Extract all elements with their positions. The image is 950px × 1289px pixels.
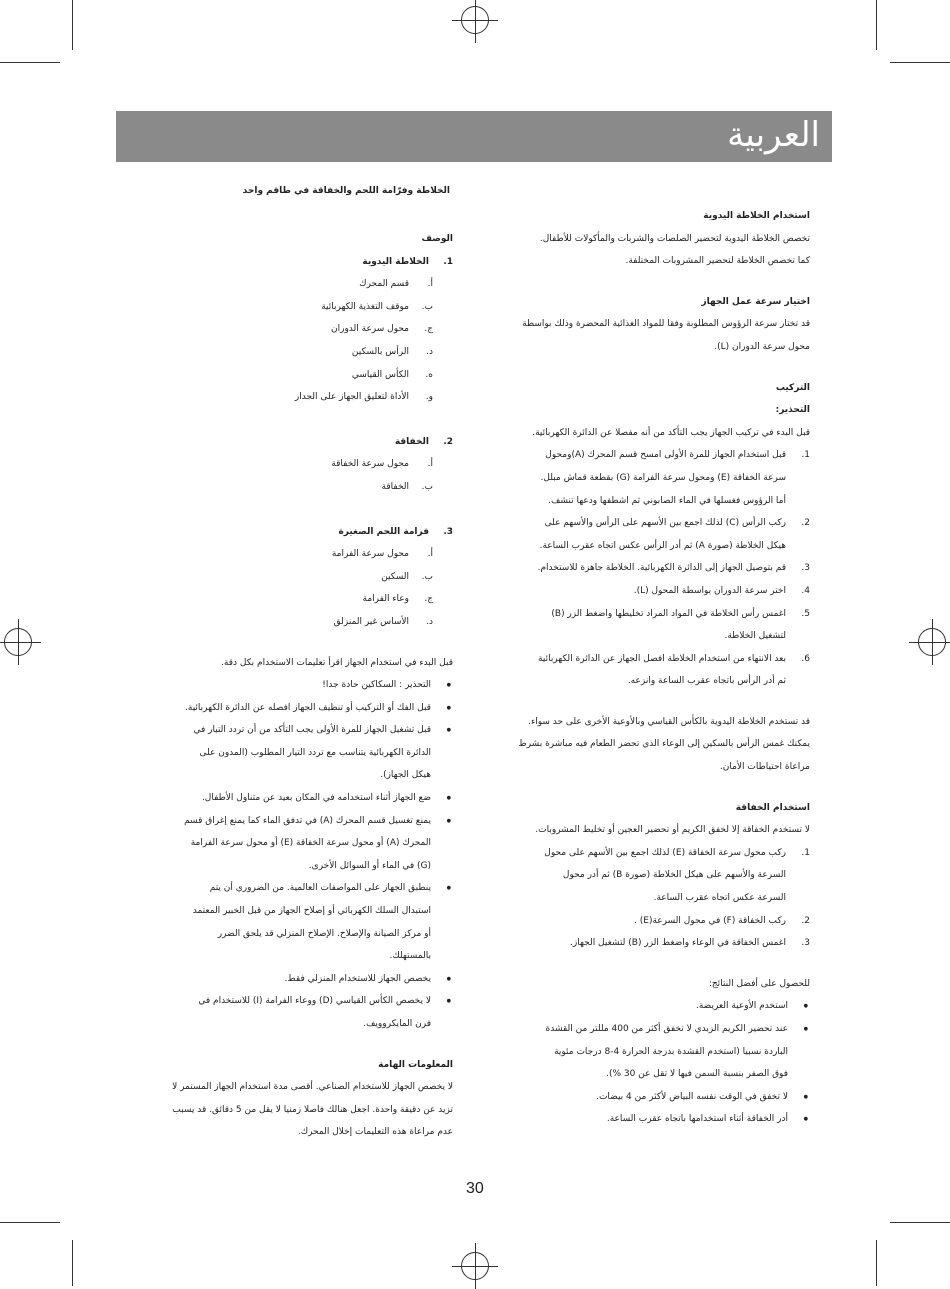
part-item	[133, 296, 453, 319]
note-line: قد تستخدم الخلاطة اليدوية بالكأس القياسي وبالأوعية الأخرى على حد سواء.	[528, 716, 810, 727]
bullet-continuation: الباردة نسبيا (استخدم القشدة بدرجة الحرارة 4-8 درجات مئوية	[554, 1046, 788, 1057]
paragraph-line: لا تستخدم الخفاقة إلا لخفق الكريم أو تحضير العجين أو تخليط المشروبات.	[535, 825, 810, 836]
part-letter: أ.	[427, 459, 433, 470]
paragraph-line: قد تختار سرعة الرؤوس المطلوبة وفقا للمواد الغذائية المحضرة وذلك بواسطة	[522, 319, 810, 330]
bullet-continuation: فرن المايكروويف.	[363, 1019, 431, 1029]
crop-mark	[72, 0, 73, 50]
step-line: السرعة عكس اتجاه عقرب الساعة.	[653, 893, 786, 904]
part-item	[133, 318, 453, 341]
group-number: 2.	[443, 436, 453, 447]
bullet-continuation: بالمستهلك.	[389, 951, 431, 962]
bullet-continuation: الدائرة الكهربائية يتناسب مع تردد التيار المطلوب (المدون على	[199, 747, 431, 758]
part-item	[133, 566, 453, 589]
crop-mark	[890, 62, 950, 63]
step-line	[500, 648, 810, 671]
whisk-steps-list	[500, 842, 810, 955]
description-heading: الوصف	[421, 234, 453, 244]
group-number: 3.	[443, 526, 453, 537]
part-name: قسم المحرك	[359, 279, 409, 290]
info-line: تزيد عن دقيقة واحدة. اجعل هنالك فاصلا زمنيا لا يقل من 5 دقائق. قد يسبب	[172, 1104, 453, 1115]
step-number: 2.	[801, 518, 810, 529]
part-item	[133, 588, 453, 611]
step-number: 5.	[801, 608, 810, 619]
step-line	[500, 603, 810, 626]
step-line	[500, 512, 810, 535]
section-heading: استخدام الخلاطة اليدوية	[703, 211, 810, 221]
chopper-parts-list	[133, 543, 453, 633]
step-number: 1.	[801, 847, 810, 858]
step-number: 1.	[801, 450, 810, 461]
section-heading: استخدام الخفاقة	[735, 802, 810, 813]
registration-mark-top	[461, 6, 489, 34]
bullet-continuation: أو مركز الصيانة والإصلاح. الإصلاح المنزلي قد يلحق الضرر	[217, 928, 431, 939]
section-heading: للحصول على أفضل النتائج:	[708, 978, 810, 989]
bullet-item: ● ضع الجهاز أثناء استخدامه في المكان بعيد عن متناول الأطفال.	[133, 787, 453, 810]
note-line: يمكنك غمس الرأس بالسكين إلى الوعاء الذي تحضر الطعام فيه مباشرة بشرط	[518, 739, 810, 750]
group-number: 1.	[443, 256, 453, 267]
part-name: الأساس غير المنزلق	[333, 616, 409, 627]
warning-label: التحذير:	[775, 405, 810, 416]
section-heading: التركيب	[775, 382, 810, 393]
bullet-item: ● لا تخفق في الوقت نفسه البياض لأكثر من 4 بيضات.	[500, 1086, 810, 1109]
part-item	[133, 341, 453, 364]
crop-mark	[890, 1222, 950, 1223]
step-number: 6.	[801, 653, 810, 664]
step-number: 3.	[801, 563, 810, 574]
registration-mark-bottom	[461, 1252, 489, 1280]
group-title: 1. الخلاطة اليدوية	[133, 251, 453, 274]
crop-mark	[876, 1240, 877, 1286]
paragraph-line: محول سرعة الدوران (L).	[714, 341, 810, 352]
step-line: ثم أدر الرأس باتجاه عقرب الساعة وانزعه.	[627, 676, 786, 687]
info-line: لا يخصص الجهاز للاستخدام الصناعي. أقصى مدة استخدام الجهاز المستمر لا	[172, 1082, 453, 1093]
step-line	[500, 842, 810, 865]
step-line	[500, 910, 810, 933]
paragraph-line: كما تخصص الخلاطة لتحضير المشروبات المختلفة.	[625, 256, 810, 267]
part-item	[133, 476, 453, 499]
part-letter: أ.	[427, 549, 433, 560]
bullet-continuation: المحرك (A) أو محول سرعة الخفاقة (E) أو محول سرعة الفرامة	[190, 838, 431, 849]
warning-intro: قبل البدء في استخدام الجهاز اقرأ تعليمات الاستخدام بكل دقة.	[221, 657, 453, 668]
part-name: موقف التغذية الكهربائية	[321, 301, 409, 312]
part-name: الكأس القياسي	[351, 369, 409, 380]
step-text: بعد الانتهاء من استخدام الخلاطة افصل الجهاز عن الدائرة الكهربائية	[538, 653, 786, 664]
part-name: الأداة لتعليق الجهاز على الجدار	[294, 392, 409, 403]
page-number: 30	[466, 1180, 484, 1197]
step-text: ركب محول سرعة الخفاقة (E) لذلك اجمع بين الأسهم على محول	[544, 847, 786, 858]
info-line: عدم مراعاة هذه التعليمات إخلال المحرك.	[297, 1127, 453, 1138]
part-letter: ج.	[424, 594, 433, 605]
step-text: ركب الخفاقة (F) في محول السرعة(E) .	[634, 915, 786, 926]
step-line	[500, 932, 810, 955]
crop-mark	[0, 1222, 60, 1223]
part-item	[133, 453, 453, 476]
right-column	[500, 205, 810, 1131]
bullet-item: ● عند تحضير الكريم الزبدي لا تخفق أكثر من 400 مللتر من القشدة	[500, 1018, 810, 1041]
bullet-continuation: فوق الصفر بنسبة السمن فيها لا تقل عن 30 %).	[606, 1069, 788, 1080]
part-item	[133, 611, 453, 634]
page-title: الخلاطة وفرّامة اللحم والخفاقة في طاقم واحد	[242, 186, 450, 196]
part-item	[133, 273, 453, 296]
step-line	[500, 444, 810, 467]
part-item	[133, 386, 453, 409]
part-letter: ج.	[424, 324, 433, 335]
crop-mark	[876, 0, 877, 50]
step-number: 2.	[801, 915, 810, 926]
part-letter: ب.	[421, 481, 433, 492]
crop-mark	[0, 62, 60, 63]
registration-mark-left	[4, 628, 32, 656]
crop-mark	[72, 1240, 73, 1286]
part-name: الخفاقة	[381, 481, 409, 492]
part-item	[133, 364, 453, 387]
part-name: وعاء الفرامة	[362, 594, 409, 605]
bullet-item: ● أدر الخفاقة أثناء استخدامها باتجاه عقرب الساعة.	[500, 1108, 810, 1131]
safety-warnings-list	[133, 674, 453, 1036]
bullet-item: ● قبل تشغيل الجهاز للمرة الأولى يجب التأكد من أن تردد التيار في	[133, 719, 453, 742]
step-number: 4.	[801, 585, 810, 596]
group-title: 2. الخفاقة	[133, 431, 453, 454]
step-text: قم بتوصيل الجهاز إلى الدائرة الكهربائية. الخلاطة جاهزة للاستخدام.	[537, 563, 786, 574]
bullet-item: ● ينطبق الجهاز على المواصفات العالمية. من الضروري أن يتم	[133, 877, 453, 900]
part-name: الرأس بالسكين	[351, 346, 409, 357]
part-letter: ه.	[425, 369, 433, 380]
whisk-parts-list	[133, 453, 453, 498]
note-line: مراعاة احتياطات الأمان.	[719, 762, 810, 773]
part-letter: ب.	[421, 571, 433, 582]
step-text: اغمس الخفاقة في الوعاء واضغط الزر (B) لتشغيل الجهاز.	[570, 938, 786, 949]
step-line: أما الرؤوس فغسلها في الماء الصابوني ثم اشطفها ودعها تنشف.	[548, 495, 786, 506]
assembly-steps-list	[500, 444, 810, 693]
bullet-continuation: (G) في الماء أو السوائل الأخرى.	[308, 860, 431, 871]
paragraph-line: تخصص الخلاطة اليدوية لتحضير الصلصات والشربات والمأكولات للأطفال.	[539, 233, 810, 244]
registration-mark-right	[918, 628, 946, 656]
section-heading: اختيار سرعة عمل الجهاز	[701, 296, 810, 307]
step-line: سرعة الخفاقة (E) ومحول سرعة الفرامة (G) بقطعة قماش مبلل.	[540, 472, 786, 483]
part-letter: أ.	[427, 279, 433, 290]
part-name: محول سرعة الخفاقة	[331, 459, 409, 470]
bullet-item: ● لا يخصص الكأس القياسي (D) ووعاء الفرامة (I) للاستخدام في	[133, 990, 453, 1013]
part-letter: د.	[426, 616, 433, 627]
step-number: 3.	[801, 938, 810, 949]
part-name: السكين	[381, 571, 409, 582]
language-title: العربية	[727, 115, 820, 155]
step-line	[500, 580, 810, 603]
tips-list	[500, 995, 810, 1131]
part-letter: ب.	[421, 301, 433, 312]
bullet-item: ● يمنع تغسيل قسم المحرك (A) في تدفق الماء كما يمنع إغراق قسم	[133, 810, 453, 833]
bullet-item: ● التحذير : السكاكين حادة جدا!	[133, 674, 453, 697]
hand-blender-parts-list	[133, 273, 453, 409]
step-line: لتشغيل الخلاطة.	[724, 631, 786, 642]
step-text: قبل استخدام الجهاز للمرة الأولى امسح قسم المحرك (A)ومحول	[545, 450, 786, 461]
bullet-continuation: هيكل الجهاز).	[380, 770, 431, 781]
step-line: هيكل الخلاطة (صورة A) ثم أدر الرأس عكس اتجاه عقرب الساعة.	[539, 540, 786, 551]
bullet-item: ● قبل الفك أو التركيب أو تنظيف الجهاز افصله عن الدائرة الكهربائية.	[133, 697, 453, 720]
part-letter: د.	[426, 346, 433, 357]
paragraph-line: قبل البدء في تركيب الجهاز يجب التأكد من أنه مفصلا عن الدائرة الكهربائية.	[532, 427, 810, 438]
step-text: ركب الرأس (C) لذلك اجمع بين الأسهم على الرأس والأسهم على	[544, 518, 786, 529]
left-column	[133, 228, 453, 1144]
bullet-item: ● يخصص الجهاز للاستخدام المنزلي فقط.	[133, 968, 453, 991]
bullet-item: ● استخدم الأوعية العريضة.	[500, 995, 810, 1018]
part-letter: و.	[425, 392, 433, 403]
part-name: محول سرعة الدوران	[330, 324, 409, 335]
section-heading: المعلومات الهامة	[378, 1059, 453, 1070]
step-text: اغمس رأس الخلاطة في المواد المراد تخليطها واضغط الزر (B)	[551, 608, 786, 619]
part-item	[133, 543, 453, 566]
step-line: السرعة والأسهم على هيكل الخلاطة (صورة B) ثم أدر محول	[562, 870, 786, 881]
part-name: محول سرعة الفرامة	[331, 549, 409, 560]
bullet-continuation: استبدال السلك الكهربائي أو إصلاح الجهاز من قبل الخبير المعتمد	[192, 906, 431, 917]
group-title: 3. فرامة اللحم الصغيرة	[133, 521, 453, 544]
language-header-band	[116, 111, 832, 162]
step-text: اختر سرعة الدوران بواسطة المحول (L).	[633, 585, 786, 596]
step-line	[500, 557, 810, 580]
